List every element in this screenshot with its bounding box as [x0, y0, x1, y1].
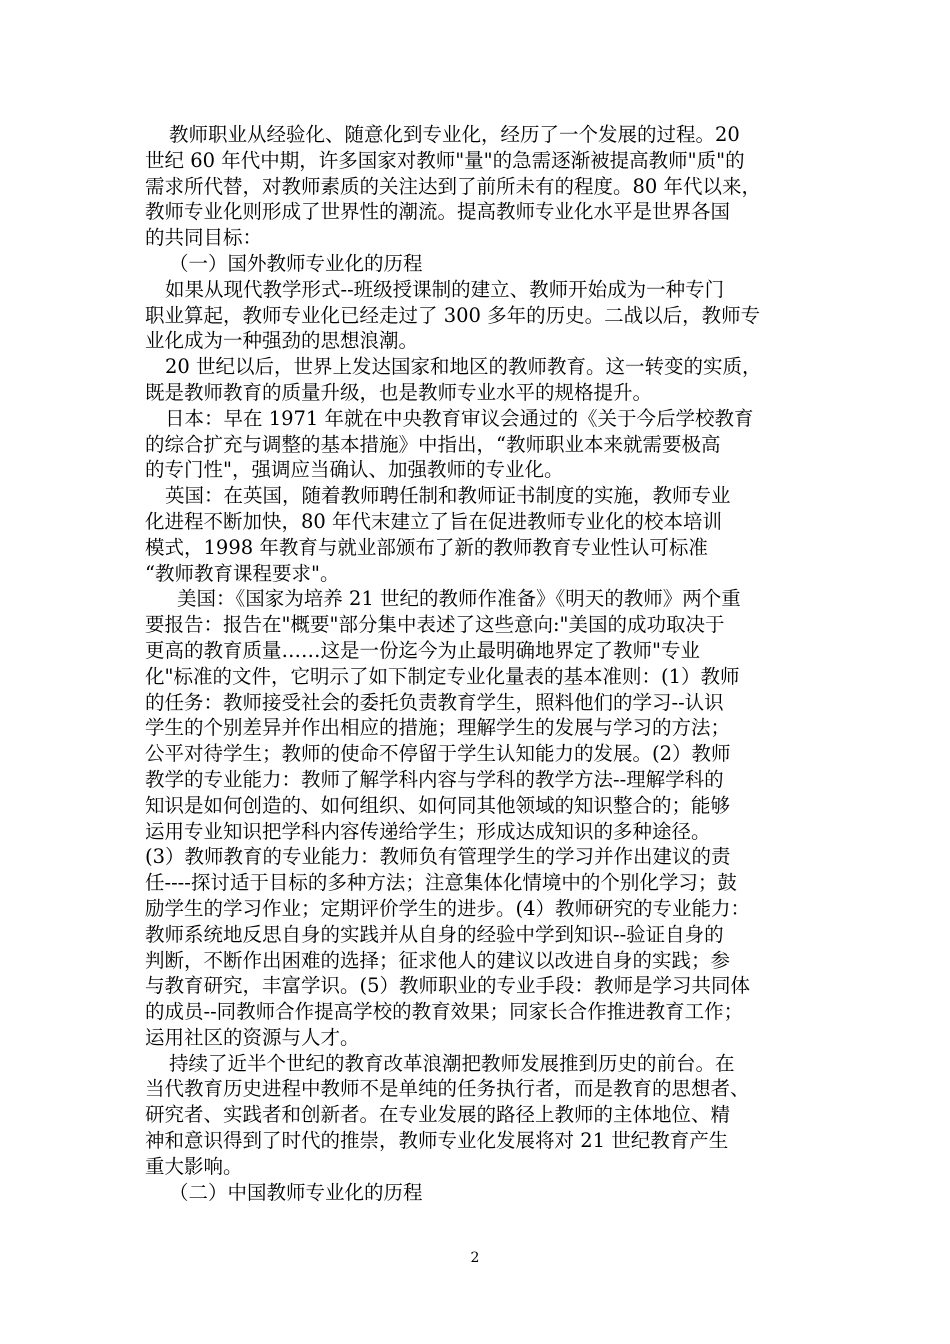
text-line: 的成员--同教师合作提高学校的教育效果；同家长合作推进教育工作； [145, 1000, 744, 1024]
text-line: 研究者、实践者和创新者。在专业发展的路径上教师的主体地位、精 [145, 1103, 731, 1127]
text-line: 重大影响。 [145, 1154, 243, 1178]
text-line: 教师专业化则形成了世界性的潮流。提高教师专业化水平是世界各国 [145, 200, 731, 224]
text-line: 职业算起，教师专业化已经走过了 300 多年的历史。二战以后，教师专 [145, 303, 761, 327]
text-line: 英国：在英国，随着教师聘任制和教师证书制度的实施，教师专业 [165, 484, 731, 508]
text-line: 更高的教育质量……这是一份迄今为止最明确地界定了教师"专业 [145, 638, 700, 662]
text-line: 化"标准的文件，它明示了如下制定专业化量表的基本准则：(1）教师 [145, 664, 740, 688]
text-line: (3）教师教育的专业能力：教师负有管理学生的学习并作出建议的责 [145, 845, 731, 869]
text-line: 与教育研究，丰富学识。(5）教师职业的专业手段：教师是学习共同体 [145, 974, 751, 998]
text-line: 既是教师教育的质量升级，也是教师专业水平的规格提升。 [145, 380, 653, 404]
text-line: 化进程不断加快，80 年代末建立了旨在促进教师专业化的校本培训 [145, 509, 723, 533]
document-body [145, 122, 813, 1205]
text-line: 的共同目标： [145, 226, 263, 250]
text-line: “教师教育课程要求"。 [145, 561, 340, 585]
text-line: 运用专业知识把学科内容传递给学生；形成达成知识的多种途径。 [145, 819, 711, 843]
text-line: 教师系统地反思自身的实践并从自身的经验中学到知识--验证自身的 [145, 922, 724, 946]
text-line: 知识是如何创造的、如何组织、如何同其他领域的知识整合的；能够 [145, 793, 731, 817]
text-line: 业化成为一种强劲的思想浪潮。 [145, 329, 419, 353]
text-line: 判断，不断作出困难的选择；征求他人的建议以改进自身的实践；参 [145, 948, 731, 972]
text-line: 教师职业从经验化、随意化到专业化，经历了一个发展的过程。20 [169, 123, 740, 146]
text-line: 任----探讨适于目标的多种方法；注意集体化情境中的个别化学习；鼓 [145, 871, 737, 895]
text-line: 公平对待学生；教师的使命不停留于学生认知能力的发展。(2）教师 [145, 742, 731, 766]
text-line: 如果从现代教学形式--班级授课制的建立、教师开始成为一种专门 [165, 277, 725, 301]
text-line: 的专门性"，强调应当确认、加强教师的专业化。 [145, 458, 564, 482]
text-line: 美国：《国家为培养 21 世纪的教师作准备》《明天的教师》两个重 [177, 587, 741, 611]
text-line: 需求所代替，对教师素质的关注达到了前所未有的程度。80 年代以来， [145, 174, 762, 198]
page-number: 2 [470, 1250, 480, 1266]
text-line: 要报告：报告在"概要"部分集中表述了这些意向:"美国的成功取决于 [145, 613, 725, 637]
text-line: 模式，1998 年教育与就业部颁布了新的教师教育专业性认可标准 [145, 535, 708, 559]
text-line: 励学生的学习作业；定期评价学生的进步。(4）教师研究的专业能力： [145, 896, 751, 920]
text-line: 当代教育历史进程中教师不是单纯的任务执行者，而是教育的思想者、 [145, 1077, 750, 1101]
text-line: 的综合扩充与调整的基本措施》中指出，“教师职业本来就需要极高 [145, 432, 721, 456]
text-line: 日本：早在 1971 年就在中央教育审议会通过的《关于今后学校教育 [165, 406, 754, 430]
text-line: 持续了近半个世纪的教育改革浪潮把教师发展推到历史的前台。在 [169, 1051, 735, 1075]
text-line: 学生的个别差异并作出相应的措施；理解学生的发展与学习的方法； [145, 716, 731, 740]
text-line: 世纪 60 年代中期，许多国家对教师"量"的急需逐渐被提高教师"质"的 [145, 148, 745, 172]
text-line: 神和意识得到了时代的推崇，教师专业化发展将对 21 世纪教育产生 [145, 1129, 729, 1153]
text-line: 的任务：教师接受社会的委托负责教育学生，照料他们的学习--认识 [145, 690, 724, 714]
text-line: 运用社区的资源与人才。 [145, 1025, 360, 1049]
text-line: 20 世纪以后，世界上发达国家和地区的教师教育。这一转变的实质， [165, 355, 762, 379]
text-line: （二）中国教师专业化的历程 [169, 1180, 423, 1204]
text-line: （一）国外教师专业化的历程 [169, 251, 423, 275]
text-line: 教学的专业能力：教师了解学科内容与学科的教学方法--理解学科的 [145, 767, 724, 791]
